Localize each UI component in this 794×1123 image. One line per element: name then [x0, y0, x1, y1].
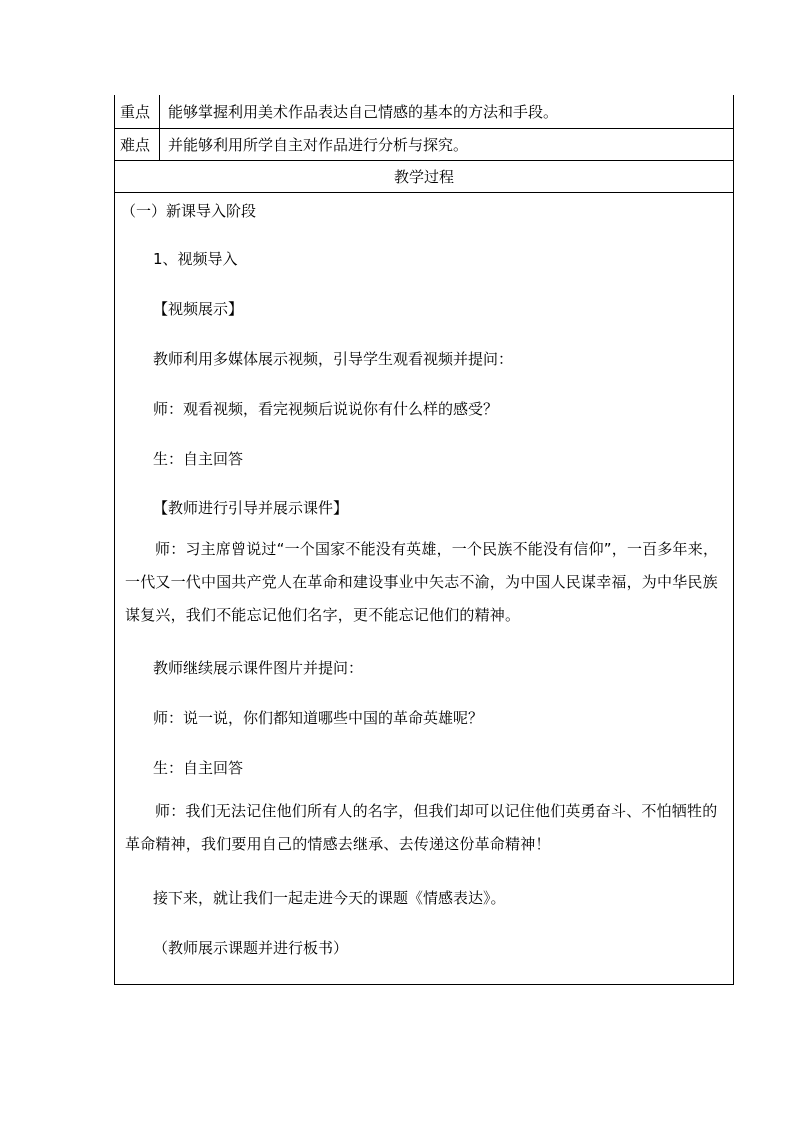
- teacher-question-1: 师：观看视频，看完视频后说说你有什么样的感受？: [153, 400, 499, 418]
- next-topic-text: 接下来，就让我们一起走进今天的课题《情感表达》。: [153, 889, 506, 907]
- process-content: [115, 192, 733, 984]
- section-title: （一）新课导入阶段: [121, 202, 257, 220]
- focus-text: 能够掌握利用美术作品表达自己情感的基本的方法和手段。: [168, 103, 559, 121]
- student-answer-2: 生：自主回答: [153, 759, 244, 777]
- teacher-spirit-paragraph: 师：我们无法记住他们所有人的名字，但我们却可以记住他们英勇奋斗、不怕牺牲的革命精神，我们要用自己的情感去继承、去传递这份革命精神！: [125, 802, 718, 853]
- student-answer-1: 生：自主回答: [153, 450, 244, 468]
- teacher-quote-paragraph: 师：习主席曾说过“一个国家不能没有英雄，一个民族不能没有信仰”，一百多年来，一代又一代中国共产党人在革命和建设事业中矢志不渝，为中国人民谋幸福，为中华民族谋复兴，我们不能忘记他们名字，更不能忘记他们的精神。: [125, 540, 719, 624]
- video-bracket-heading: 【视频展示】: [153, 300, 244, 318]
- item-video-intro: 1、视频导入: [153, 250, 238, 268]
- focus-row: [115, 95, 733, 128]
- teacher-question-2: 师：说一说，你们都知道哪些中国的革命英雄呢？: [153, 709, 484, 727]
- teacher-show-text: 教师继续展示课件图片并提问：: [153, 659, 364, 677]
- lesson-plan-table: [114, 95, 734, 985]
- difficulty-text: 并能够利用所学自主对作品进行分析与探究。: [168, 136, 469, 154]
- difficulty-label: 难点: [115, 129, 160, 160]
- teacher-video-text: 教师利用多媒体展示视频，引导学生观看视频并提问：: [153, 350, 514, 368]
- process-header: 教学过程: [115, 160, 733, 192]
- focus-label: 重点: [115, 95, 160, 128]
- board-note-text: （教师展示课题并进行板书）: [153, 939, 349, 957]
- difficulty-row: [115, 128, 733, 160]
- guide-bracket-heading: 【教师进行引导并展示课件】: [153, 499, 349, 517]
